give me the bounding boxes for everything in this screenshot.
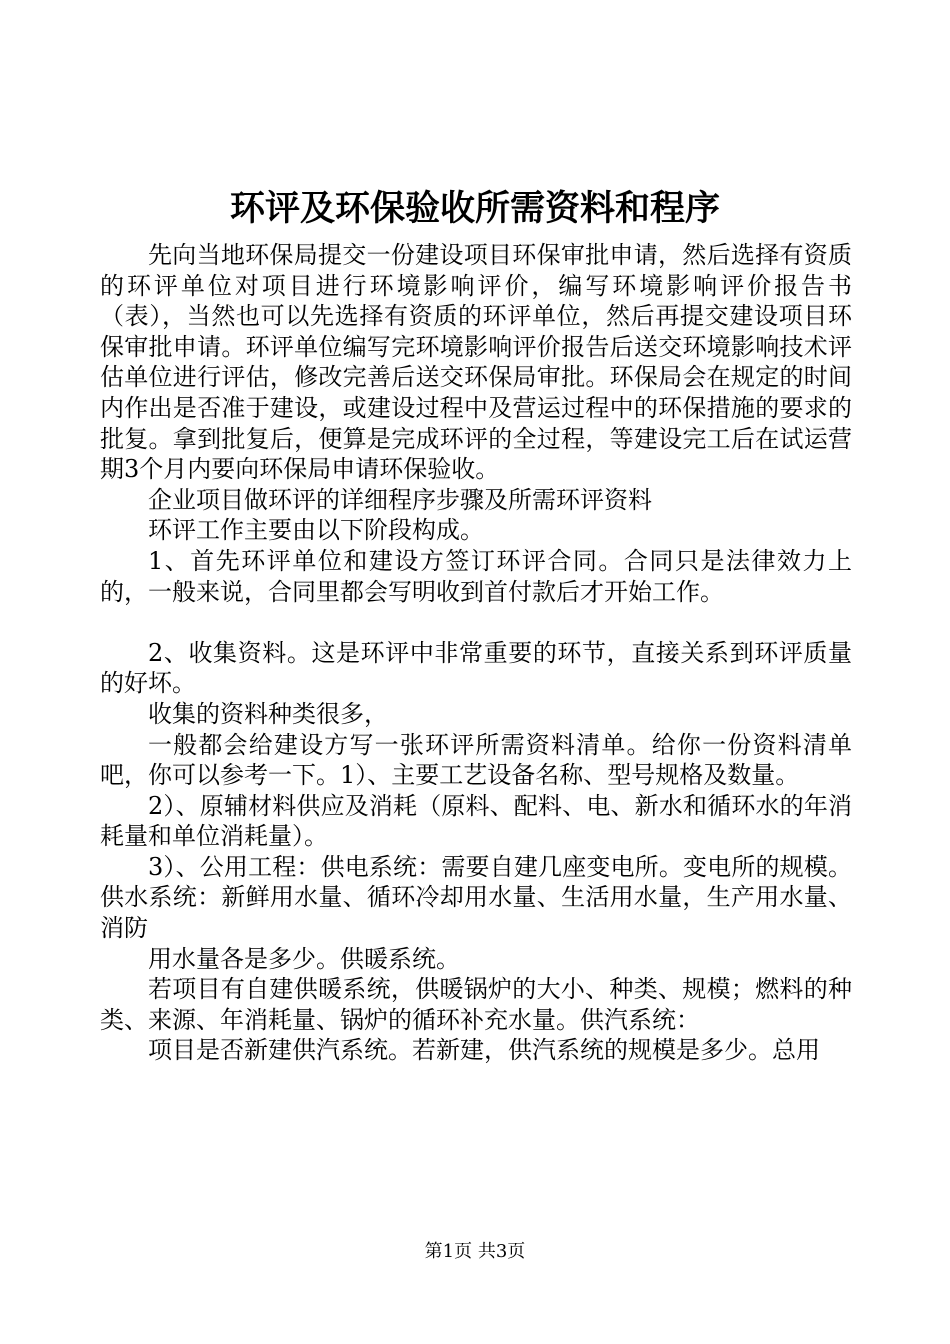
paragraph-water-use: 用水量各是多少。供暖系统。 bbox=[148, 944, 460, 973]
paragraph-stages: 环评工作主要由以下阶段构成。 bbox=[148, 516, 484, 545]
paragraph-checklist: 一般都会给建设方写一张环评所需资料清单。给你一份资料清单吧，你可以参考一下。1）、主要工艺设备名称、型号规格及数量。 bbox=[100, 730, 852, 790]
document-title: 环评及环保验收所需资料和程序 bbox=[229, 188, 720, 229]
paragraph-materials: 收集的资料种类很多， bbox=[148, 699, 388, 728]
paragraph-step-1: 1、首先环评单位和建设方签订环评合同。合同只是法律效力上的，一般来说，合同里都会写明收到首付款后才开始工作。 bbox=[100, 546, 852, 606]
document-body bbox=[100, 240, 852, 1066]
paragraph-step-2: 2、收集资料。这是环评中非常重要的环节，直接关系到环评质量的好坏。 bbox=[100, 638, 852, 698]
paragraph-item-2: 2）、原辅材料供应及消耗（原料、配料、电、新水和循环水的年消耗量和单位消耗量）。 bbox=[100, 791, 852, 851]
paragraph-steam: 项目是否新建供汽系统。若新建，供汽系统的规模是多少。总用 bbox=[148, 1036, 820, 1065]
paragraph-subheading: 企业项目做环评的详细程序步骤及所需环评资料 bbox=[148, 485, 652, 514]
page-footer: 第1页 共3页 bbox=[424, 1241, 526, 1262]
paragraph-heating: 若项目有自建供暖系统，供暖锅炉的大小、种类、规模；燃料的种类、来源、年消耗量、锅炉的循环补充水量。供汽系统： bbox=[100, 975, 852, 1034]
paragraph-item-3: 3）、公用工程：供电系统：需要自建几座变电所。变电所的规模。供水系统：新鲜用水量、循环冷却用水量、生活用水量，生产用水量、消防 bbox=[100, 852, 852, 943]
paragraph-intro: 先向当地环保局提交一份建设项目环保审批申请，然后选择有资质的环评单位对项目进行环境影响评价，编写环境影响评价报告书（表），当然也可以先选择有资质的环评单位，然后再提交建设项目环保审批申请。环评单位编写完环境影响评价报告后送交环境影响技术评估单位进行评估，修改完善后送交环保局审批。环保局会在规定的时间内作出是否准于建设，或建设过程中及营运过程中的环保措施的要求的批复。拿到批复后，便算是完成环评的全过程，等建设完工后在试运营期3个月内要向环保局申请环保验收。 bbox=[100, 241, 852, 484]
